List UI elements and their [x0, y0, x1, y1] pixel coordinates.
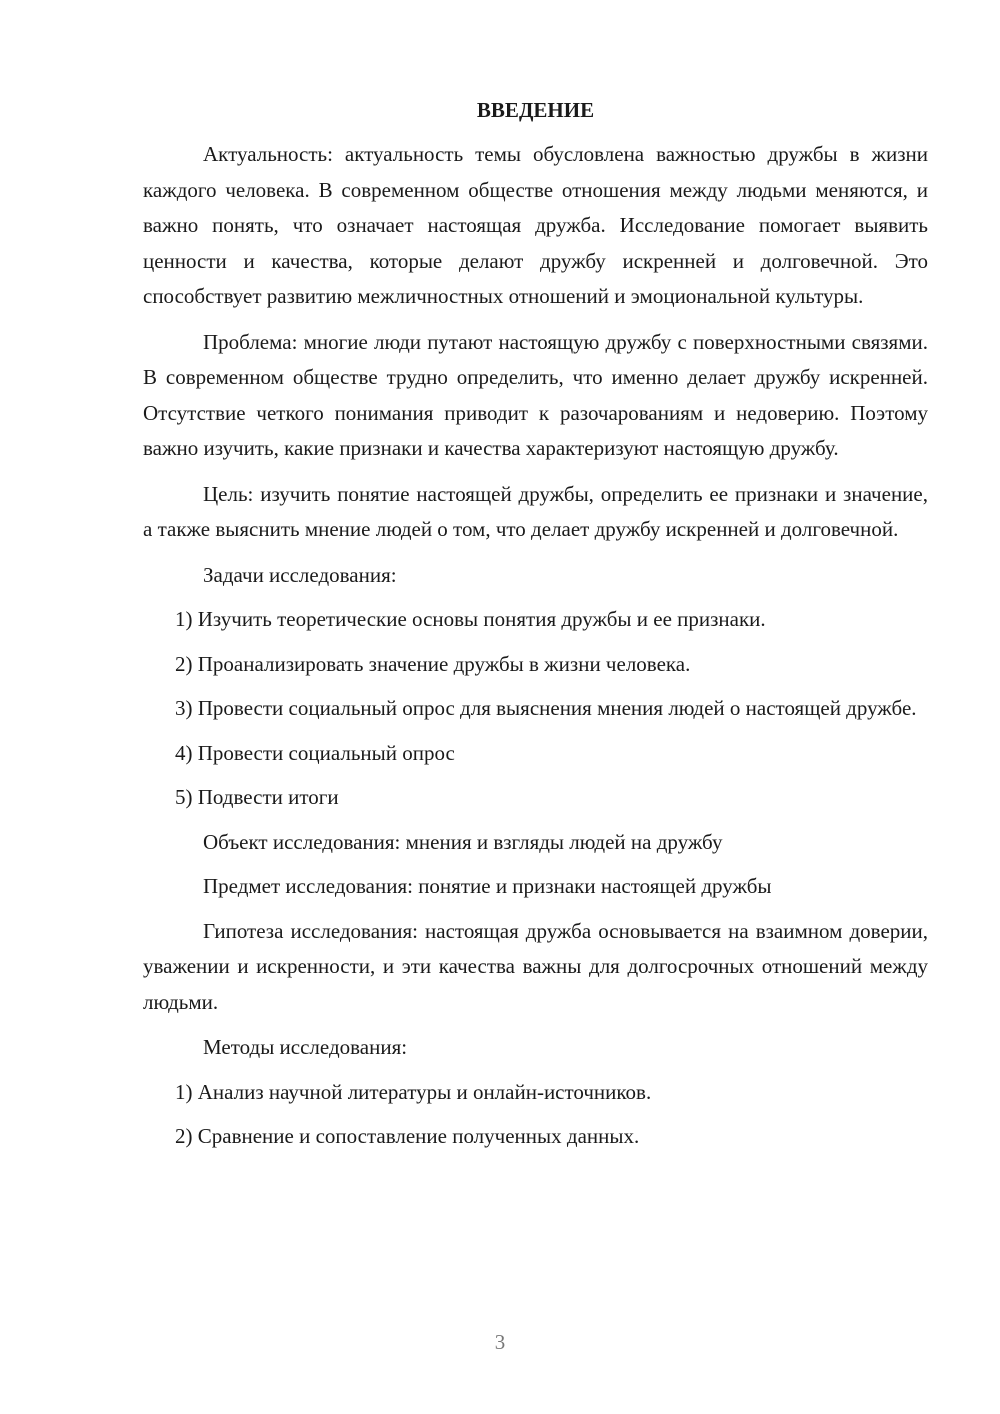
method-item: 1) Анализ научной литературы и онлайн-источников.	[175, 1079, 652, 1104]
paragraph-problem: Проблема: многие люди путают настоящую дружбу с поверхностными связями. В современном обществе трудно определить, что именно делает дружбу искренней. Отсутствие четкого понимания приводит к разочарованиям и недоверию. Поэтому важно изучить, какие признаки и качества характеризуют настоящую дружбу.	[143, 329, 928, 460]
task-item: 4) Провести социальный опрос	[175, 740, 455, 765]
task-item: 3) Провести социальный опрос для выяснения мнения людей о настоящей дружбе.	[175, 696, 917, 720]
paragraph-goal: Цель: изучить понятие настоящей дружбы, определить ее признаки и значение, а также выяснить мнение людей о том, что делает дружбу искренней и долговечной.	[143, 481, 928, 541]
research-subject: Предмет исследования: понятие и признаки настоящей дружбы	[203, 874, 772, 898]
method-item: 2) Сравнение и сопоставление полученных данных.	[175, 1124, 640, 1148]
document-page	[143, 92, 928, 1155]
task-item: 1) Изучить теоретические основы понятия дружбы и ее признаки.	[175, 607, 766, 631]
page-number: 3	[494, 1330, 506, 1354]
methods-heading: Методы исследования:	[203, 1035, 408, 1059]
document-title: ВВЕДЕНИЕ	[476, 98, 595, 122]
paragraph-relevance: Актуальность: актуальность темы обусловлена важностью дружбы в жизни каждого человека. В современном обществе отношения между людьми меняются, и важно понять, что означает настоящая дружба. Исследование помогает выявить ценности и качества, которые делают дружбу искренней и долговечной. Это способствует развитию межличностных отношений и эмоциональной культуры.	[143, 142, 928, 308]
research-hypothesis: Гипотеза исследования: настоящая дружба основывается на взаимном доверии, уважении и искренности, и эти качества важны для долгосрочных отношений между людьми.	[143, 918, 928, 1014]
task-item: 5) Подвести итоги	[175, 785, 339, 809]
research-object: Объект исследования: мнения и взгляды людей на дружбу	[203, 829, 723, 854]
task-item: 2) Проанализировать значение дружбы в жизни человека.	[175, 651, 691, 676]
tasks-heading: Задачи исследования:	[203, 562, 397, 587]
